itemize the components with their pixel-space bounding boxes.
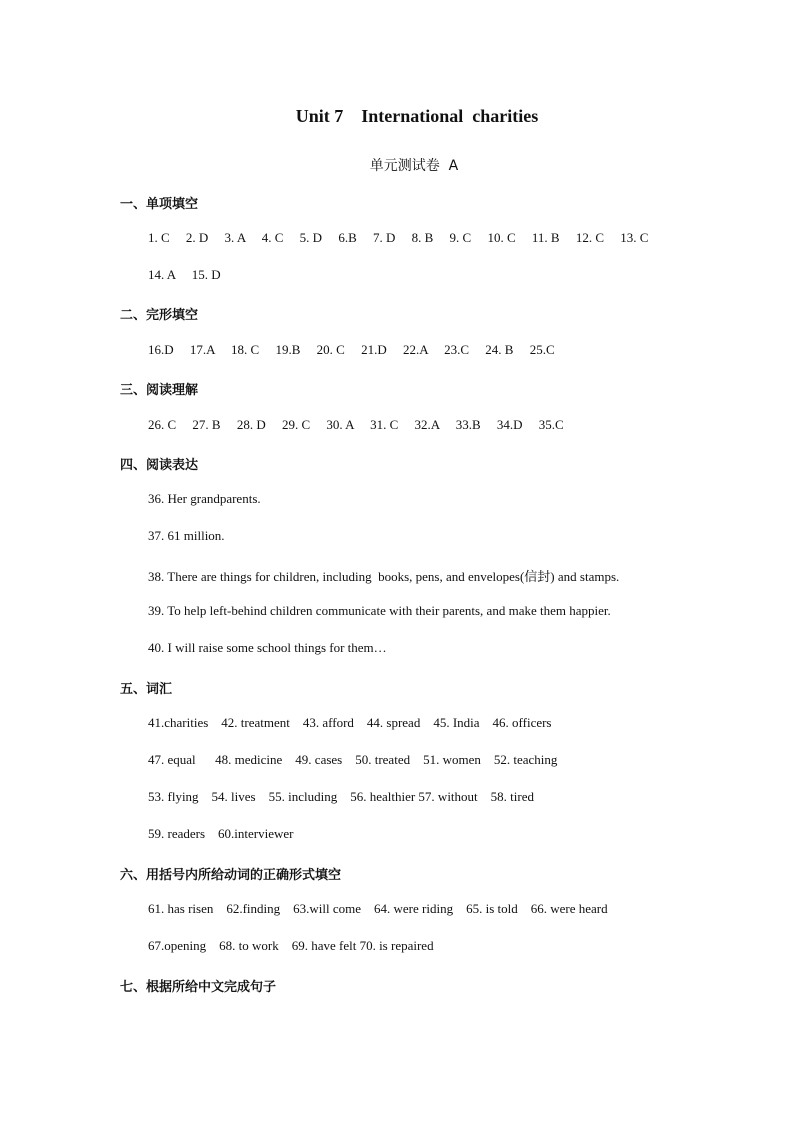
answer-line: 40. I will raise some school things for them… bbox=[148, 640, 387, 655]
page-subtitle: 单元测试卷 A bbox=[369, 158, 459, 174]
section-heading: 四、阅读表达 bbox=[120, 458, 199, 473]
section-heading: 五、词汇 bbox=[120, 682, 173, 697]
answer-line: 37. 61 million. bbox=[148, 528, 225, 543]
answer-line: 39. To help left-behind children communicate with their parents, and make them happier. bbox=[148, 603, 611, 618]
section-heading: 三、阅读理解 bbox=[120, 383, 199, 398]
section-heading: 六、用括号内所给动词的正确形式填空 bbox=[120, 868, 342, 883]
answer-line: 14. A 15. D bbox=[148, 267, 221, 282]
page-title: Unit 7 International charities bbox=[295, 106, 539, 126]
section-heading: 一、单项填空 bbox=[120, 197, 199, 212]
section-heading: 七、根据所给中文完成句子 bbox=[120, 980, 277, 995]
answer-line: 41.charities 42. treatment 43. afford 44. spread 45. India 46. officers bbox=[148, 715, 552, 730]
section-heading: 二、完形填空 bbox=[120, 308, 199, 323]
answer-line: 36. Her grandparents. bbox=[148, 491, 261, 506]
answer-line: 1. C 2. D 3. A 4. C 5. D 6.B 7. D 8. B 9. C 10. C 11. B 12. C 13. C bbox=[148, 230, 649, 245]
answer-line: 38. There are things for children, including books, pens, and envelopes(信封) and stamps. bbox=[148, 569, 620, 584]
answer-line: 67.opening 68. to work 69. have felt 70. is repaired bbox=[148, 938, 434, 953]
answer-line: 61. has risen 62.finding 63.will come 64. were riding 65. is told 66. were heard bbox=[148, 901, 608, 916]
answer-line: 16.D 17.A 18. C 19.B 20. C 21.D 22.A 23.C 24. B 25.C bbox=[148, 342, 555, 357]
answer-line: 47. equal 48. medicine 49. cases 50. treated 51. women 52. teaching bbox=[148, 752, 558, 767]
answer-line: 26. C 27. B 28. D 29. C 30. A 31. C 32.A 33.B 34.D 35.C bbox=[148, 417, 564, 432]
answer-line: 59. readers 60.interviewer bbox=[148, 826, 294, 841]
answer-line: 53. flying 54. lives 55. including 56. healthier 57. without 58. tired bbox=[148, 789, 534, 804]
